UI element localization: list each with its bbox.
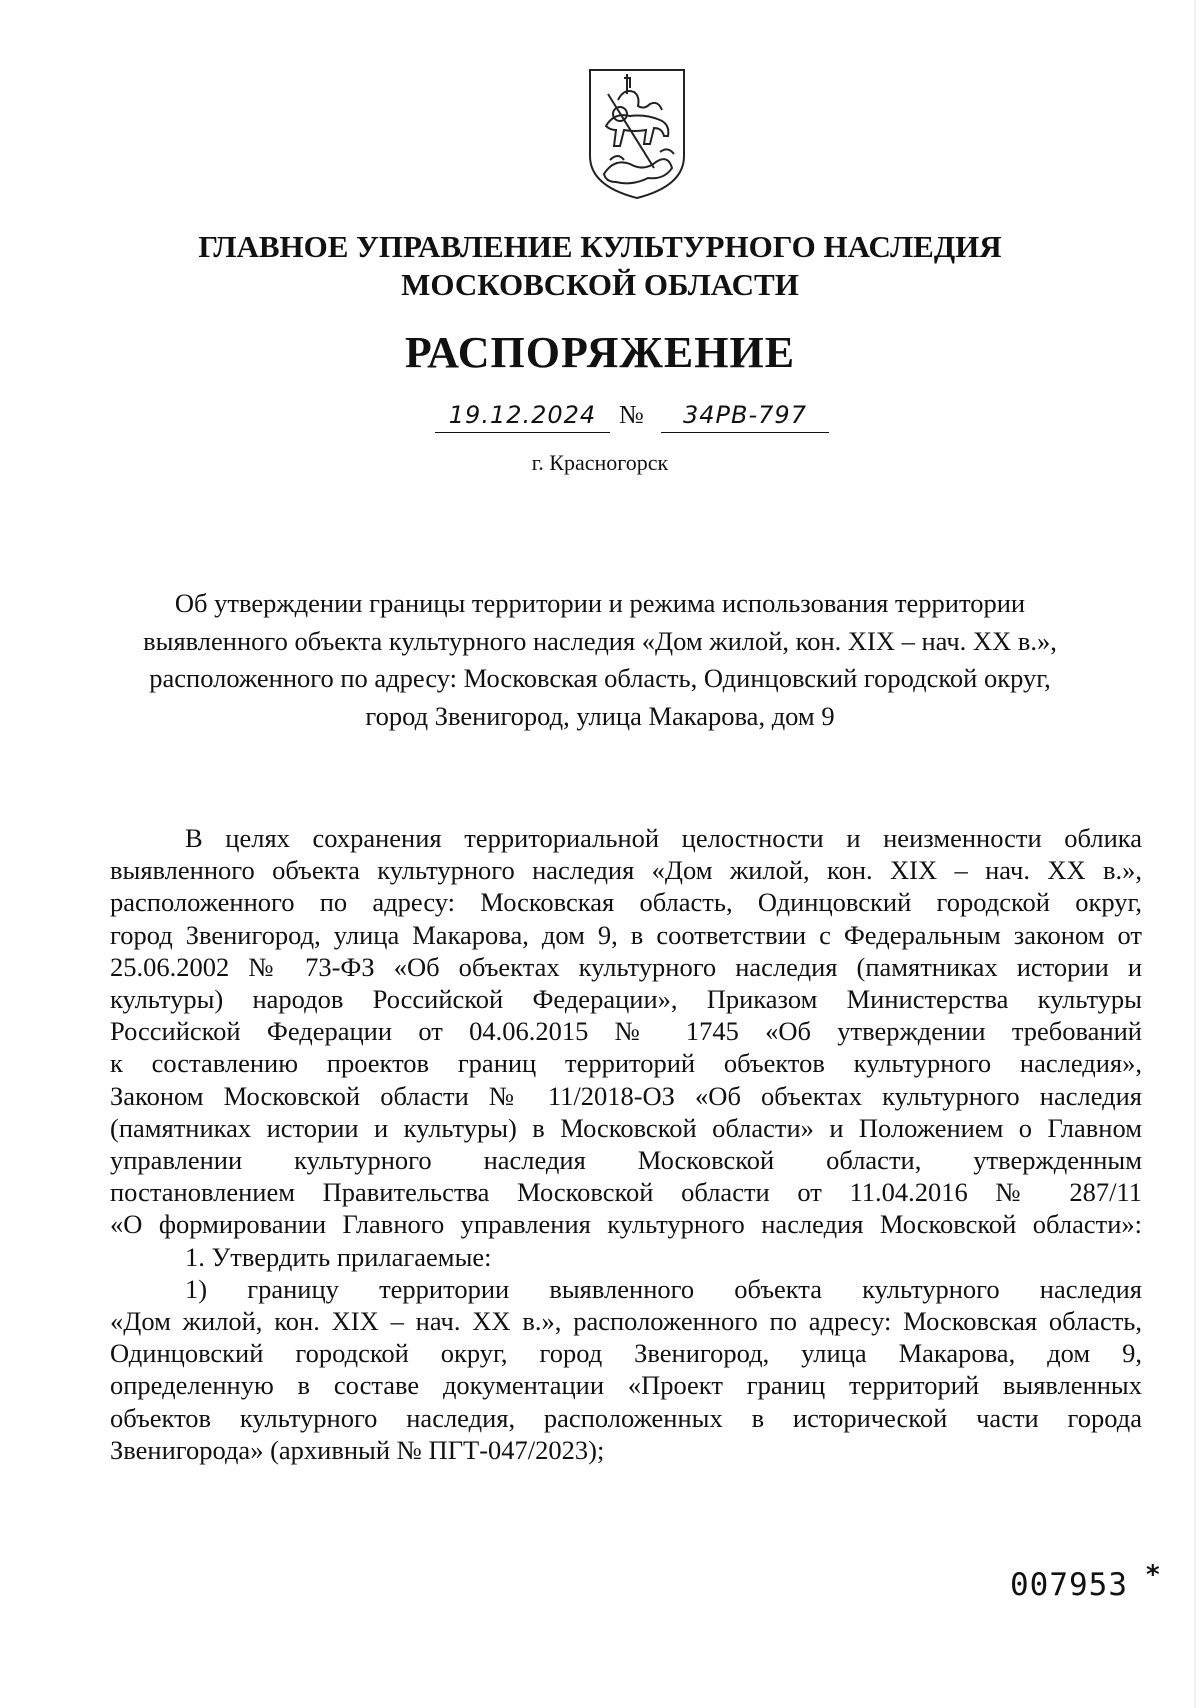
body-line: Российской Федерации от 04.06.2015 № 1745 «Об утверждении требований xyxy=(110,1016,1142,1047)
body-line: постановлением Правительства Московской области от 11.04.2016 № 287/11 xyxy=(110,1177,1142,1208)
number-sign: № xyxy=(619,400,644,429)
body-line: объектов культурного наследия, расположенных в исторической части города xyxy=(110,1402,1142,1433)
body-line: управлении культурного наследия Московской области, утвержденным xyxy=(110,1145,1142,1176)
form-serial-number: 007953 xyxy=(1010,1567,1128,1603)
body-line: Законом Московской области № 11/2018-ОЗ «Об объектах культурного наследия xyxy=(110,1080,1142,1111)
city-name: г. Красногорск xyxy=(531,450,669,475)
body-line: выявленного объекта культурного наследия «Дом жилой, кон. XIX – нач. XX в.», xyxy=(110,855,1142,886)
document-date: 19.12.2024 xyxy=(435,398,610,433)
body-line: В целях сохранения территориальной целостности и неизменности облика xyxy=(185,823,1142,853)
clause-1: 1. Утвердить прилагаемые: xyxy=(185,1241,492,1272)
body-line: расположенного по адресу: Московская область, Одинцовский городской округ, xyxy=(110,887,1142,918)
subclause-1: 1) границу территории выявленного объекта культурного наследия xyxy=(185,1273,1142,1304)
document-number: 34РВ-797 xyxy=(661,398,829,433)
subject-line: Об утверждении границы территории и режима использования территории xyxy=(174,588,1026,618)
subject-line: расположенного по адресу: Московская область, Одинцовский городской округ, xyxy=(149,663,1051,693)
organization-name xyxy=(100,228,1100,304)
document-body xyxy=(110,822,1142,1466)
moscow-region-coat-of-arms-icon xyxy=(584,64,690,202)
body-line: Одинцовский городской округ, город Звенигород, улица Макарова, дом 9, xyxy=(110,1338,1142,1369)
scan-edge-line xyxy=(1194,0,1196,1708)
body-line: (памятниках истории и культуры) в Московской области» и Положением о Главном xyxy=(110,1112,1142,1143)
body-line: «Дом жилой, кон. XIX – нач. XX в.», расположенного по адресу: Московская область, xyxy=(110,1306,1142,1337)
body-line: к составлению проектов границ территорий объектов культурного наследия», xyxy=(110,1048,1142,1079)
date-number-line xyxy=(435,398,855,432)
document-type-title: РАСПОРЯЖЕНИЕ xyxy=(404,328,796,377)
body-line: определенную в составе документации «Проект границ территорий выявленных xyxy=(110,1370,1142,1401)
org-line-2: МОСКОВСКОЙ ОБЛАСТИ xyxy=(401,267,799,302)
org-line-1: ГЛАВНОЕ УПРАВЛЕНИЕ КУЛЬТУРНОГО НАСЛЕДИЯ xyxy=(198,229,1002,264)
document-subject xyxy=(110,585,1090,735)
body-line: 25.06.2002 № 73-ФЗ «Об объектах культурного наследия (памятниках истории и xyxy=(110,951,1142,982)
subject-line: выявленного объекта культурного наследия «Дом жилой, кон. XIX – нач. XX в.», xyxy=(143,625,1057,656)
body-line: Звенигорода» (архивный № ПГТ-047/2023); xyxy=(110,1434,605,1465)
body-line: культуры) народов Российской Федерации», Приказом Министерства культуры xyxy=(110,984,1142,1015)
body-line: город Звенигород, улица Макарова, дом 9, в соответствии с Федеральным законом от xyxy=(110,919,1142,950)
serial-star-mark: * xyxy=(1146,1560,1160,1590)
body-line: «О формировании Главного управления культурного наследия Московской области»: xyxy=(110,1209,1142,1240)
subject-line: город Звенигород, улица Макарова, дом 9 xyxy=(365,700,835,731)
